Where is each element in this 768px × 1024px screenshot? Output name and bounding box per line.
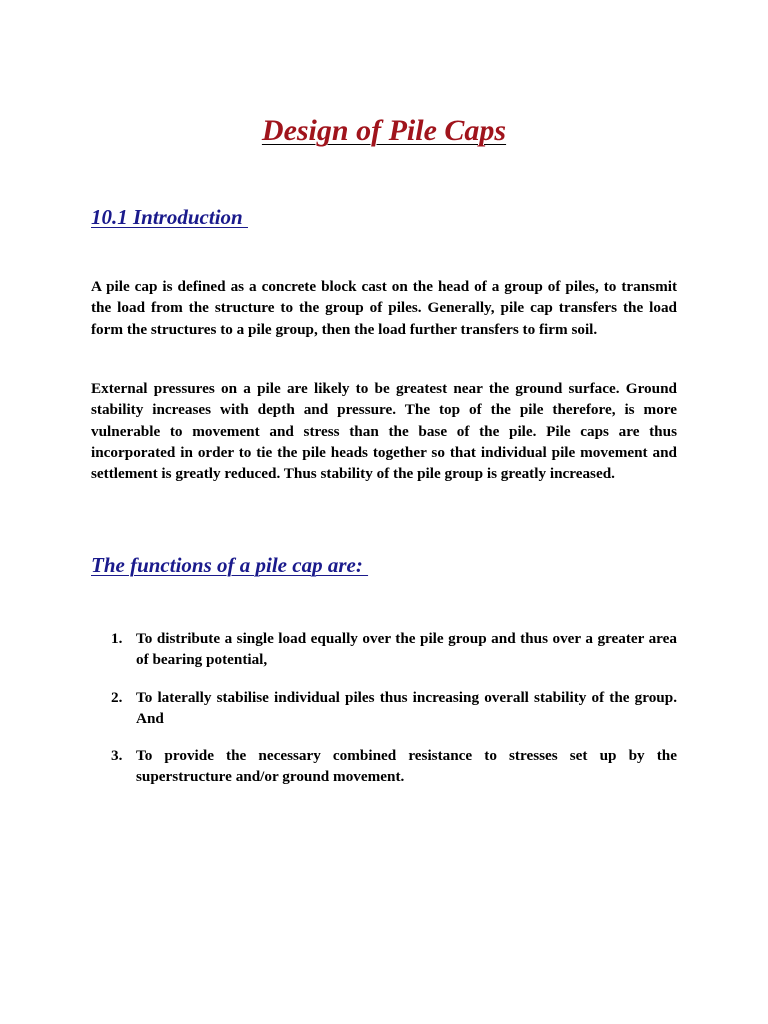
document-title: Design of Pile Caps xyxy=(261,114,507,147)
list-item-number: 3. xyxy=(111,747,123,765)
list-item xyxy=(91,745,677,788)
introduction-heading: 10.1 Introduction xyxy=(91,205,248,229)
pressure-paragraph: External pressures on a pile are likely to be greatest near the ground surface. Ground stability increases with depth and pressure. The top of the pile therefore, is more vulnerable to movement and stress than the base of the pile. Pile caps are thus incorporated in order to tie the pile heads together so that individual pile movement and settlement is greatly reduced. Thus stability of the pile group is greatly increased. xyxy=(91,380,677,483)
list-item-number: 1. xyxy=(111,630,123,647)
list-item-text: To distribute a single load equally over the pile group and thus over a greater area of bearing potential, xyxy=(136,630,677,669)
list-item-number: 2. xyxy=(111,688,123,706)
functions-list xyxy=(91,628,677,804)
list-item-text: To provide the necessary combined resistance to stresses set up by the superstructure and/or ground movement. xyxy=(136,747,677,786)
intro-paragraph: A pile cap is defined as a concrete block cast on the head of a group of piles, to transmit the load from the structure to the group of piles. Generally, pile cap transfers the load form the structures to a pile group, then the load further transfers to firm soil. xyxy=(91,278,677,338)
list-item xyxy=(91,687,677,730)
list-item xyxy=(91,628,677,671)
list-item-text: To laterally stabilise individual piles thus increasing overall stability of the group. And xyxy=(136,688,677,727)
functions-heading: The functions of a pile cap are: xyxy=(91,553,369,577)
